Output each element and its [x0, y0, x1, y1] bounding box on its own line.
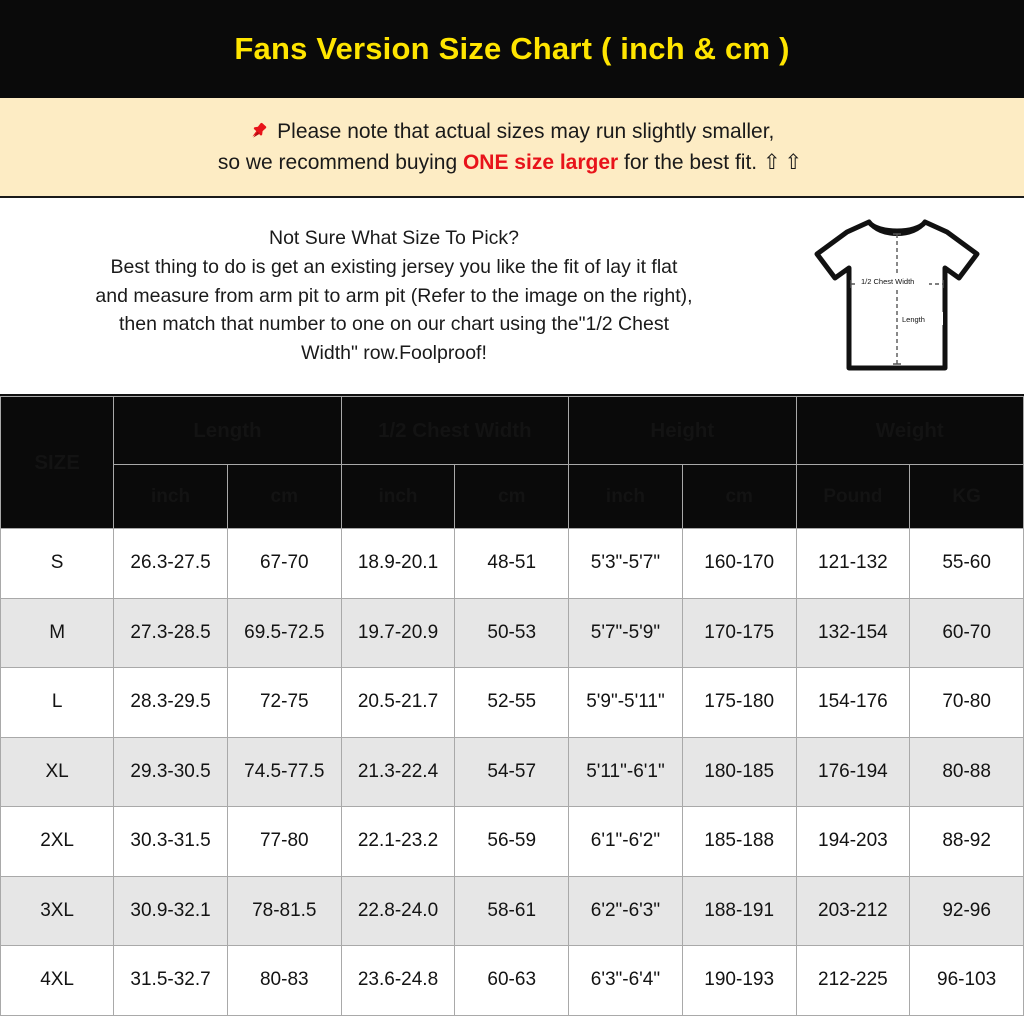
- tshirt-diagram: [784, 212, 1024, 380]
- cell-length-inch: 30.9-32.1: [114, 876, 228, 946]
- cell-weight-pound: 121-132: [796, 529, 910, 599]
- table-body: [1, 529, 1024, 1016]
- pushpin-icon: [250, 121, 276, 143]
- cell-chest-cm: 54-57: [455, 737, 569, 807]
- note-line-1: [250, 120, 775, 144]
- help-line-1: Not Sure What Size To Pick?: [269, 227, 519, 250]
- table-row: [1, 737, 1024, 807]
- cell-chest-cm: 58-61: [455, 876, 569, 946]
- help-text: [0, 218, 784, 373]
- help-line-2: Best thing to do is get an existing jersey you like the fit of lay it flat: [110, 256, 678, 279]
- cell-length-cm: 78-81.5: [227, 876, 341, 946]
- table-row: [1, 598, 1024, 668]
- cell-weight-kg: 88-92: [910, 807, 1024, 877]
- cell-chest-cm: 56-59: [455, 807, 569, 877]
- cell-height-cm: 185-188: [682, 807, 796, 877]
- header-unit-height-cm: cm: [682, 465, 796, 529]
- table-group-header-row: [1, 397, 1024, 465]
- cell-chest-inch: 22.8-24.0: [341, 876, 455, 946]
- cell-height-inch: 6'3"-6'4": [569, 946, 683, 1016]
- cell-height-cm: 190-193: [682, 946, 796, 1016]
- cell-chest-inch: 19.7-20.9: [341, 598, 455, 668]
- cell-size: 3XL: [1, 876, 114, 946]
- cell-weight-kg: 60-70: [910, 598, 1024, 668]
- cell-chest-inch: 21.3-22.4: [341, 737, 455, 807]
- header-unit-height-inch: inch: [569, 465, 683, 529]
- cell-weight-pound: 176-194: [796, 737, 910, 807]
- cell-weight-kg: 92-96: [910, 876, 1024, 946]
- cell-weight-pound: 154-176: [796, 668, 910, 738]
- cell-height-cm: 188-191: [682, 876, 796, 946]
- cell-chest-cm: 60-63: [455, 946, 569, 1016]
- cell-chest-cm: 50-53: [455, 598, 569, 668]
- cell-weight-kg: 70-80: [910, 668, 1024, 738]
- cell-height-inch: 5'9"-5'11": [569, 668, 683, 738]
- cell-length-cm: 69.5-72.5: [227, 598, 341, 668]
- cell-chest-inch: 18.9-20.1: [341, 529, 455, 599]
- note-text-2a: so we recommend buying: [217, 150, 463, 174]
- cell-height-cm: 180-185: [682, 737, 796, 807]
- tshirt-diagram-icon: [807, 212, 987, 380]
- table-row: [1, 876, 1024, 946]
- cell-length-inch: 30.3-31.5: [114, 807, 228, 877]
- cell-chest-inch: 22.1-23.2: [341, 807, 455, 877]
- cell-height-inch: 5'7"-5'9": [569, 598, 683, 668]
- cell-size: S: [1, 529, 114, 599]
- table-row: [1, 807, 1024, 877]
- note-highlight: ONE size larger: [462, 150, 619, 174]
- cell-weight-kg: 96-103: [910, 946, 1024, 1016]
- header-group-weight: Weight: [796, 397, 1023, 465]
- cell-chest-inch: 20.5-21.7: [341, 668, 455, 738]
- help-line-5: Width" row.Foolproof!: [301, 341, 487, 364]
- header-unit-chest-inch: inch: [341, 465, 455, 529]
- cell-length-cm: 74.5-77.5: [227, 737, 341, 807]
- note-text-2b: for the best fit.: [624, 150, 763, 174]
- cell-weight-pound: 203-212: [796, 876, 910, 946]
- cell-chest-inch: 23.6-24.8: [341, 946, 455, 1016]
- cell-length-inch: 29.3-30.5: [114, 737, 228, 807]
- note-line-2: [218, 150, 806, 175]
- cell-length-inch: 26.3-27.5: [114, 529, 228, 599]
- cell-length-cm: 72-75: [227, 668, 341, 738]
- table-unit-header-row: [1, 465, 1024, 529]
- table-row: [1, 529, 1024, 599]
- length-label: Length: [902, 315, 925, 324]
- cell-height-inch: 5'3"-5'7": [569, 529, 683, 599]
- cell-height-inch: 6'2"-6'3": [569, 876, 683, 946]
- cell-weight-pound: 132-154: [796, 598, 910, 668]
- cell-size: M: [1, 598, 114, 668]
- cell-length-inch: 31.5-32.7: [114, 946, 228, 1016]
- cell-height-inch: 6'1"-6'2": [569, 807, 683, 877]
- cell-chest-cm: 48-51: [455, 529, 569, 599]
- help-line-3: and measure from arm pit to arm pit (Refer to the image on the right),: [95, 284, 693, 307]
- cell-size: 4XL: [1, 946, 114, 1016]
- note-text-1: Please note that actual sizes may run slightly smaller,: [277, 119, 775, 143]
- cell-weight-pound: 194-203: [796, 807, 910, 877]
- cell-length-inch: 28.3-29.5: [114, 668, 228, 738]
- header-unit-length-inch: inch: [114, 465, 228, 529]
- cell-length-cm: 80-83: [227, 946, 341, 1016]
- cell-weight-kg: 80-88: [910, 737, 1024, 807]
- cell-height-cm: 175-180: [682, 668, 796, 738]
- help-section: [0, 198, 1024, 396]
- up-arrows-icon: ⇧⇧: [762, 150, 807, 174]
- cell-size: L: [1, 668, 114, 738]
- cell-length-cm: 77-80: [227, 807, 341, 877]
- size-chart-table: [0, 396, 1024, 1016]
- header-group-chest-width: 1/2 Chest Width: [341, 397, 568, 465]
- header-unit-chest-cm: cm: [455, 465, 569, 529]
- header-unit-weight-kg: KG: [910, 465, 1024, 529]
- cell-size: 2XL: [1, 807, 114, 877]
- table-row: [1, 668, 1024, 738]
- cell-weight-kg: 55-60: [910, 529, 1024, 599]
- cell-height-cm: 160-170: [682, 529, 796, 599]
- cell-length-inch: 27.3-28.5: [114, 598, 228, 668]
- chest-width-label: 1/2 Chest Width: [861, 277, 915, 286]
- table-head: [1, 397, 1024, 529]
- cell-length-cm: 67-70: [227, 529, 341, 599]
- help-line-4: then match that number to one on our chart using the"1/2 Chest: [118, 313, 669, 336]
- header-size: SIZE: [1, 397, 114, 529]
- cell-height-cm: 170-175: [682, 598, 796, 668]
- page-title: Fans Version Size Chart ( inch & cm ): [234, 31, 790, 66]
- header-unit-length-cm: cm: [227, 465, 341, 529]
- note-banner: [0, 98, 1024, 198]
- header-group-height: Height: [569, 397, 796, 465]
- table-row: [1, 946, 1024, 1016]
- cell-weight-pound: 212-225: [796, 946, 910, 1016]
- header-unit-weight-pound: Pound: [796, 465, 910, 529]
- cell-size: XL: [1, 737, 114, 807]
- header-group-length: Length: [114, 397, 341, 465]
- cell-height-inch: 5'11"-6'1": [569, 737, 683, 807]
- cell-chest-cm: 52-55: [455, 668, 569, 738]
- page-title-bar: [0, 0, 1024, 98]
